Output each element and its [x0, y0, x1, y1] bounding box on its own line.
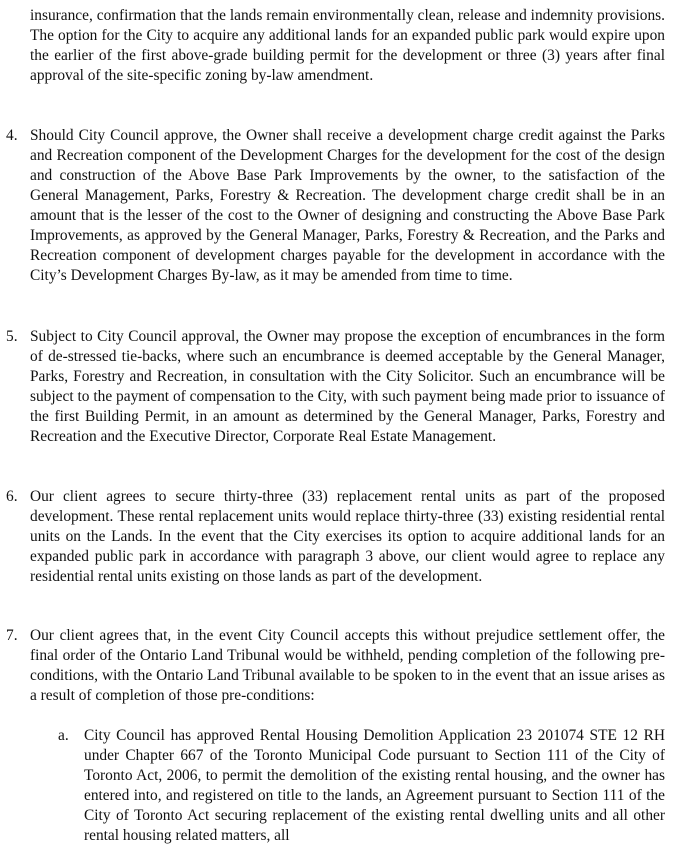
subitem-text: City Council has approved Rental Housing Demolition Application 23 201074 STE 12 RH under Chapter 667 of the Toronto Municipal Code pursuant to Section 111 of the City of Toronto Act, 2006, to permit the demolition of the existing rental housing, and the owner has entered into, and registered on title to the lands, an Agreement pursuant to Section 111 of the City of Toronto Act securing replacement of the existing rental dwelling units and all other rental housing related matters, all	[84, 727, 665, 844]
item-number: 6.	[6, 488, 18, 505]
subitem-letter: a.	[58, 727, 69, 744]
list-item	[30, 126, 665, 286]
item-text: Should City Council approve, the Owner shall receive a development charge credit against the Parks and Recreation component of the Development Charges for the development for the cost of the design and construction of the Above Base Park Improvements by the owner, to the satisfaction of the General Management, Parks, Forestry & Recreation. The development charge credit shall be in an amount that is the lesser of the cost to the Owner of designing and constructing the Above Base Park Improvements, as approved by the General Manager, Parks, Forestry & Recreation, and the Parks and Recreation component of development charges payable for the development in accordance with the City’s Development Charges By-law, as it may be amended from time to time.	[30, 127, 665, 284]
sub-list-item	[84, 726, 665, 846]
list-item	[30, 327, 665, 447]
item-text: Our client agrees that, in the event City Council accepts this without prejudice settlement offer, the final order of the Ontario Land Tribunal would be withheld, pending completion of the following pre-conditions, with the Ontario Land Tribunal available to be spoken to in the event that an issue arises as a result of completion of those pre-conditions:	[30, 627, 665, 704]
item-text: Our client agrees to secure thirty-three (33) replacement rental units as part of the proposed development. These rental replacement units would replace thirty-three (33) existing residential rental units on the Lands. In the event that the City exercises its option to acquire additional lands for an expanded public park in accordance with paragraph 3 above, our client would agree to replace any residential rental units existing on those lands as part of the development.	[30, 488, 665, 585]
item-number: 7.	[6, 627, 18, 644]
item-number: 4.	[6, 127, 18, 144]
continuation-paragraph	[30, 6, 665, 86]
item-number: 5.	[6, 328, 18, 345]
list-item	[30, 487, 665, 587]
list-item	[30, 626, 665, 706]
continuation-text: insurance, confirmation that the lands remain environmentally clean, release and indemnity provisions. The option for the City to acquire any additional lands for an expanded public park would expire upon the earlier of the first above-grade building permit for the development or three (3) years after final approval of the site-specific zoning by-law amendment.	[30, 7, 665, 84]
item-text: Subject to City Council approval, the Owner may propose the exception of encumbrances in the form of de-stressed tie-backs, where such an encumbrance is deemed acceptable by the General Manager, Parks, Forestry and Recreation, in consultation with the City Solicitor. Such an encumbrance will be subject to the payment of compensation to the City, with such payment being made prior to issuance of the first Building Permit, in an amount as determined by the General Manager, Parks, Forestry and Recreation and the Executive Director, Corporate Real Estate Management.	[30, 328, 665, 445]
